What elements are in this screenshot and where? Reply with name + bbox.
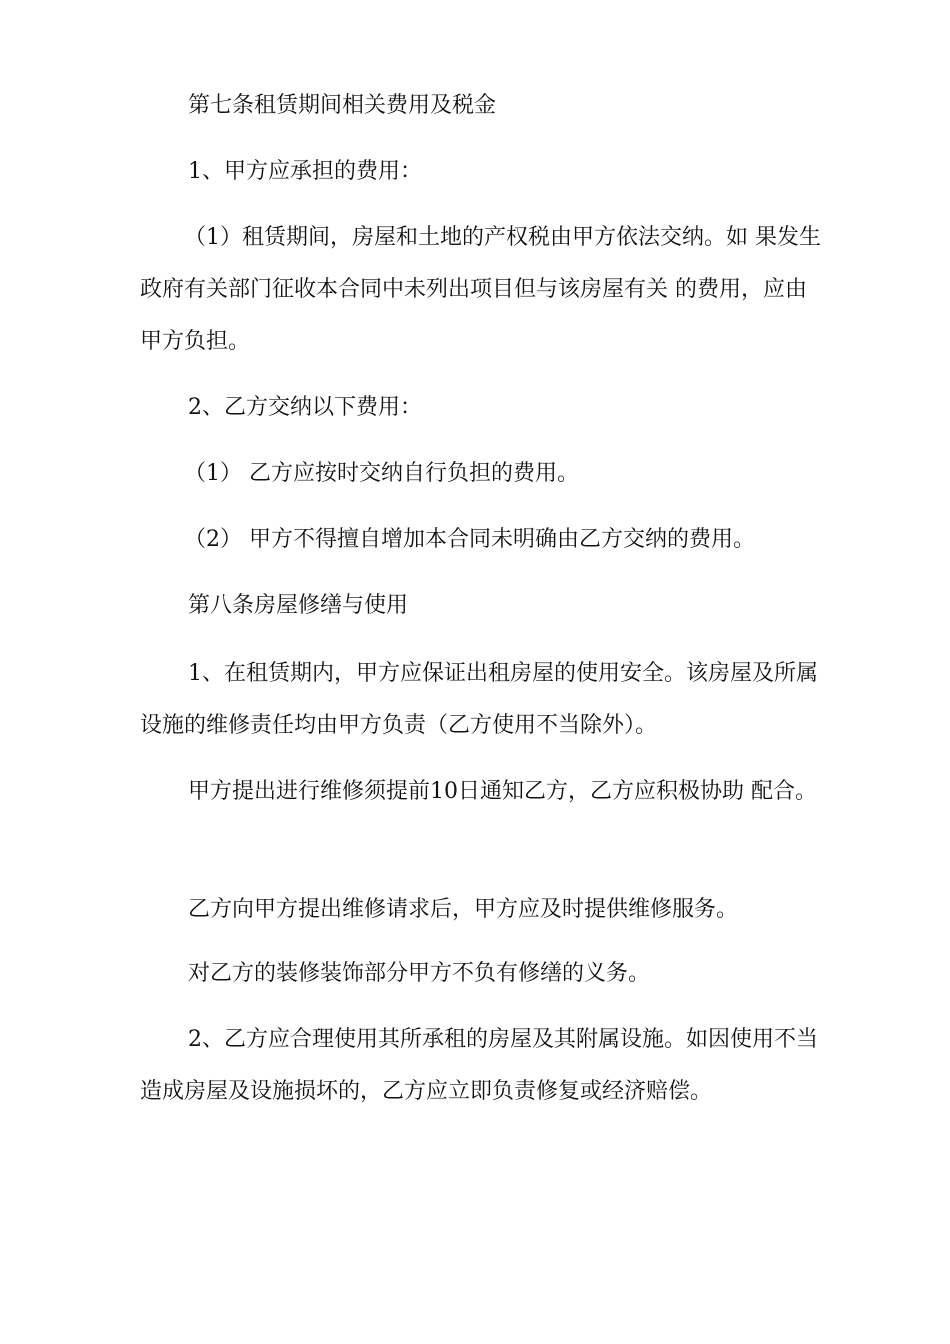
clause-7-1-1: （1）租赁期间，房屋和土地的产权税由甲方依法交纳。如 果发生政府有关部门征收本合同中未列出项目但与该房屋有关 的费用，应由甲方负担。 xyxy=(140,225,821,354)
clause-8-1-request: 乙方向甲方提出维修请求后，甲方应及时提供维修服务。 xyxy=(188,897,739,922)
clause-8-1-decoration: 对乙方的装修装饰部分甲方不负有修缮的义务。 xyxy=(188,961,651,986)
clause-8-2: 2、乙方应合理使用其所承租的房屋及其附属设施。如因使用不当造成房屋及设施损坏的，乙方应立即负责修复或经济赔偿。 xyxy=(140,1027,818,1104)
clause-8-1-notice: 甲方提出进行维修须提前10日通知乙方，乙方应积极协助 配合。 xyxy=(188,779,817,804)
article-7-heading: 第七条租赁期间相关费用及税金 xyxy=(188,93,497,118)
article-8-heading: 第八条房屋修缮与使用 xyxy=(188,593,409,618)
clause-7-2-2: （2） 甲方不得擅自增加本合同未明确由乙方交纳的费用。 xyxy=(184,527,755,552)
clause-8-1: 1、在租赁期内，甲方应保证出租房屋的使用安全。该房屋及所属设施的维修责任均由甲方负责（乙方使用不当除外）。 xyxy=(140,661,818,738)
clause-7-2: 2、乙方交纳以下费用： xyxy=(188,395,422,420)
clause-7-1: 1、甲方应承担的费用： xyxy=(188,159,422,184)
clause-7-2-1: （1） 乙方应按时交纳自行负担的费用。 xyxy=(184,461,579,486)
